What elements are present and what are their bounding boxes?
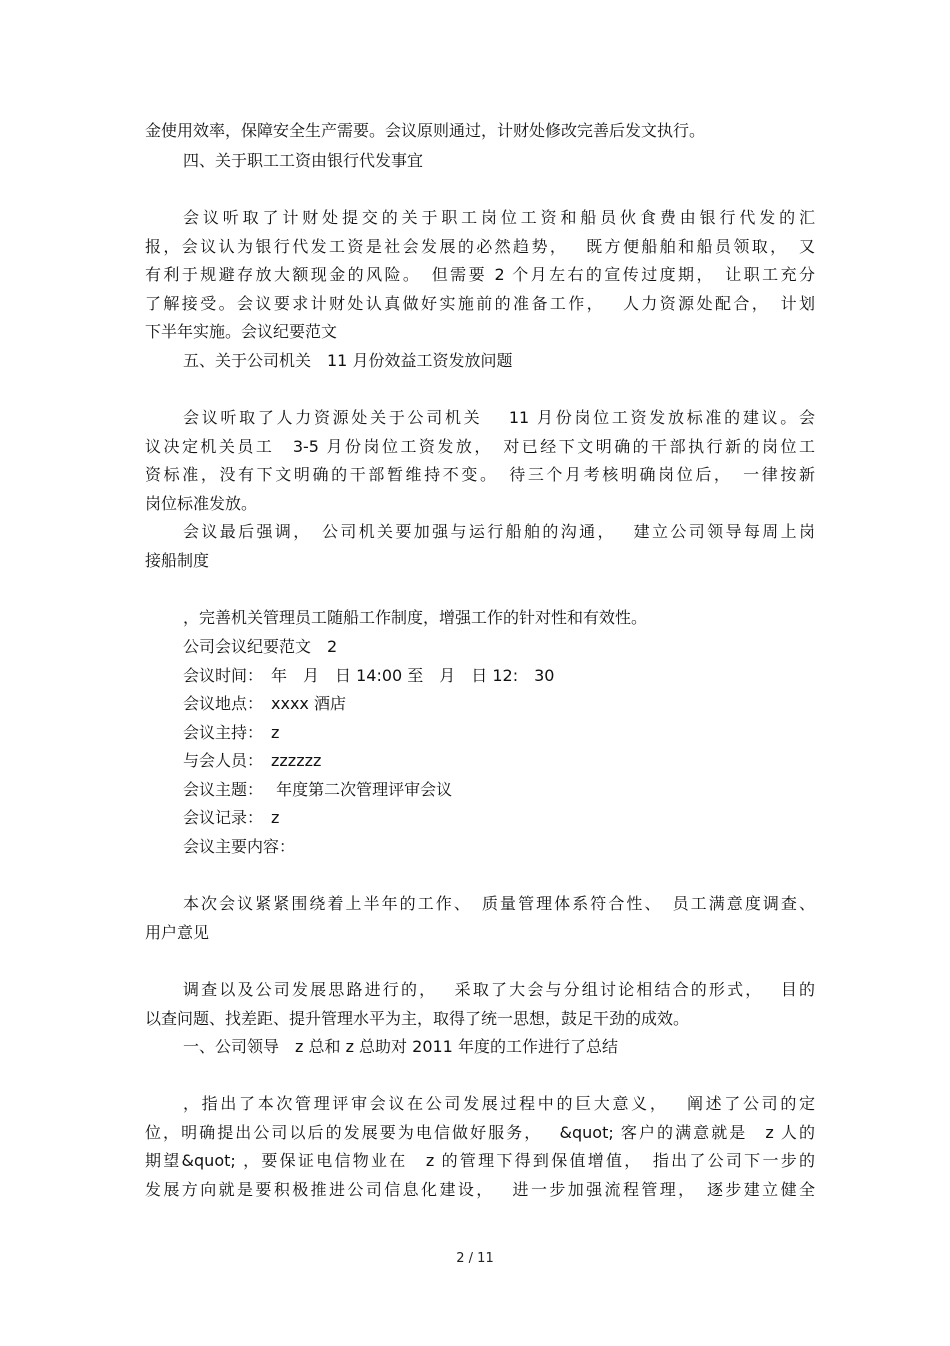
meeting-location: 会议地点： xxxx 酒店 xyxy=(183,694,346,713)
text-line: 调查以及公司发展思路进行的， 采取了大会与分组讨论相结合的形式， 目的 xyxy=(183,980,815,999)
section-heading: 公司会议纪要范文 2 xyxy=(183,637,338,656)
page-number: 2 / 11 xyxy=(456,1251,494,1266)
text-line: 金使用效率，保障安全生产需要。会议原则通过，计财处修改完善后发文执行。 xyxy=(145,121,706,140)
text-line: 位，明确提出公司以后的发展要为电信做好服务， &quot; 客户的满意就是 z 人的 xyxy=(145,1123,815,1142)
text-line: 了解接受。会议要求计财处认真做好实施前的准备工作， 人力资源处配合， 计划 xyxy=(145,294,815,313)
text-line: 议决定机关员工 3-5 月份岗位工资发放， 对已经下文明确的干部执行新的岗位工 xyxy=(145,437,815,456)
text-line: 会议听取了计财处提交的关于职工岗位工资和船员伙食费由银行代发的汇 xyxy=(183,208,815,227)
text-line: 本次会议紧紧围绕着上半年的工作、 质量管理体系符合性、 员工满意度调查、 xyxy=(183,894,815,913)
meeting-content-label: 会议主要内容： xyxy=(183,837,296,856)
section-heading: 四、关于职工工资由银行代发事宜 xyxy=(183,151,424,170)
section-heading: 一、公司领导 z 总和 z 总助对 2011 年度的工作进行了总结 xyxy=(183,1037,618,1056)
text-line: 有利于规避存放大额现金的风险。 但需要 2 个月左右的宣传过度期， 让职工充分 xyxy=(145,265,815,284)
meeting-attendees: 与会人员： zzzzzz xyxy=(183,751,322,770)
text-line: 下半年实施。会议纪要范文 xyxy=(145,322,338,341)
text-line: ，指出了本次管理评审会议在公司发展过程中的巨大意义， 阐述了公司的定 xyxy=(183,1094,815,1113)
text-line: 以查问题、找差距、提升管理水平为主，取得了统一思想，鼓足干劲的成效。 xyxy=(145,1009,690,1028)
text-line: 岗位标准发放。 xyxy=(145,494,258,513)
text-line: 用户意见 xyxy=(145,923,210,942)
text-line: 会议最后强调， 公司机关要加强与运行船舶的沟通， 建立公司领导每周上岗 xyxy=(183,522,815,541)
meeting-time: 会议时间： 年 月 日 14:00 至 月 日 12: 30 xyxy=(183,666,555,685)
text-line: 资标准，没有下文明确的干部暂维持不变。 待三个月考核明确岗位后， 一律按新 xyxy=(145,465,815,484)
meeting-topic: 会议主题： 年度第二次管理评审会议 xyxy=(183,780,453,799)
meeting-host: 会议主持： z xyxy=(183,723,280,742)
text-line: 接船制度 xyxy=(145,551,210,570)
text-line: 发展方向就是要积极推进公司信息化建设， 进一步加强流程管理， 逐步建立健全 xyxy=(145,1180,815,1199)
text-line: 报，会议认为银行代发工资是社会发展的必然趋势， 既方便船舶和船员领取， 又 xyxy=(145,237,815,256)
meeting-recorder: 会议记录： z xyxy=(183,808,280,827)
text-line: 期望&quot; ，要保证电信物业在 z 的管理下得到保值增值， 指出了公司下一步的 xyxy=(145,1151,815,1170)
section-heading: 五、关于公司机关 11 月份效益工资发放问题 xyxy=(183,351,513,370)
text-line: 会议听取了人力资源处关于公司机关 11 月份岗位工资发放标准的建议。会 xyxy=(183,408,815,427)
text-line: ，完善机关管理员工随船工作制度，增强工作的针对性和有效性。 xyxy=(183,608,648,627)
